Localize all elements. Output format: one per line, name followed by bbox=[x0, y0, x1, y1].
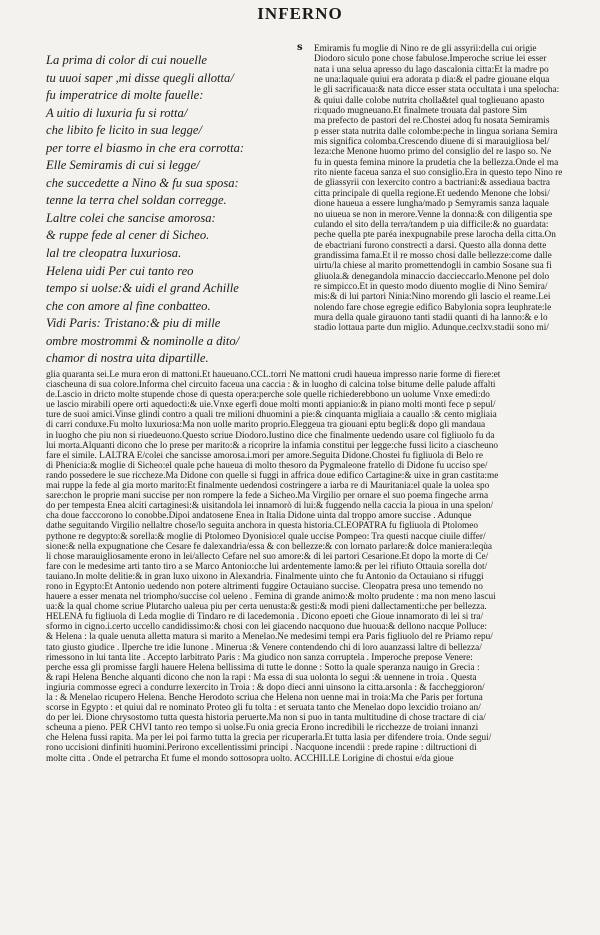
verse-line: Vidi Paris: Tristano:& piu di mille bbox=[46, 316, 221, 331]
verse-line: per torre el biasmo in che era corrotta: bbox=[46, 140, 245, 155]
commentary-line: ciascheuna di sua colore.Informa chel circuito faceua una caccia : & in luogho di calcina tolse bitume delle palude affalti bbox=[46, 380, 496, 391]
commentary-line: culando el sito della terra/tandem p uia difficile:& no guardata: bbox=[314, 219, 549, 230]
commentary-line: rimessono in lui tanta lite . Accepto larbitrato Paris : Ma giudico non sanza corruptela . Imperoche prepose Venere: bbox=[46, 652, 473, 663]
verse-line: tu uuoi saper ,mi disse quegli allotta/ bbox=[46, 70, 234, 85]
commentary-line: che Helena fussi rapita. Ma per lei poi farmo tutta la grecia per ricuperarla.Et tutta lasia per difendere troia. Onde segui/ bbox=[46, 733, 492, 744]
commentary-line: cha doue facccorono lo conobbe.Dipoi andatosene Enea in Italia Didone uinta dal troppo amore succise . Adunque bbox=[46, 511, 472, 522]
verse-line: tempo si uolse:& uidi el grand Achille bbox=[46, 281, 239, 296]
commentary-line: ue lascio mirabili opere orti aquedocti:& uie.Vnxe egerfi doue molti monti appianio:& in piano molti monti fece p sepul/ bbox=[46, 400, 496, 411]
commentary-line: sione:& nella expugnatione che Cesare fe dalexandria/essa & con bellezze:& con lornato parlare:& dolce maniera:leqùa bbox=[46, 541, 493, 552]
commentary-line: fare el simile. LALTRA E/colei che sancisse amorosa.i.mori per amore.Seguita Didone.Chostei fu figliuola di Belo re bbox=[46, 450, 484, 461]
commentary-line: Emiramis fu moglie di Nino re de gli assyrii:della cui origie bbox=[314, 44, 537, 54]
commentary-line: scheuna a pieno. PER CHVI tanto reo tempo si uolse.Fu onia grecia Erono incredibili le ricchezze de troiani innanzi bbox=[46, 723, 479, 734]
verse-line: Laltre colei che sancise amorosa: bbox=[46, 210, 216, 225]
commentary-line: sformo in cigno.i.certo uccello candidissimo:& chosi con lei giacendo nacquono due huoua:& dellono nacque Polluce: bbox=[46, 622, 487, 633]
verse-line: che succedette a Nino & fu sua sposa: bbox=[46, 175, 239, 190]
commentary-line: stadio lottaua parte dun miglio. Adunque.ceclxv.stadii sono mi/ bbox=[314, 323, 549, 334]
commentary-line: ua:& la qual chome scriue Plutarcho ualeua piu per certa uenusta:& gesti:& modi pieni dallectamenti:che per bellezza. bbox=[46, 602, 487, 613]
verse-line: chamor di nostra uita dipartille. bbox=[46, 351, 209, 366]
commentary-line: tauiano.In molte delitie:& in gran luxo uixono in Alexandria. Finalmente uinto che fu Antonio da Octauiano si rifuggi bbox=[46, 571, 484, 582]
commentary-line: molte citta . Onde el petrarcha Et fume el mondo sottosopra uolto. ACCHILLE Lorigine di chostui e/da gioue bbox=[46, 753, 454, 764]
commentary-line: leza:che Menone huomo primo del consiglio del re laspo so. Ne bbox=[314, 147, 552, 158]
verse-line: La prima di color di cui nouelle bbox=[46, 53, 207, 67]
commentary-line: rono uccisioni dinfiniti huomini.Perirono excellentissimi principi . Nacquone incendii : prede rapine : diltructioni di bbox=[46, 743, 477, 754]
commentary-line: ingiuria commosse egreci a condurre lexercito in Troia : & dopo dieci anni uinsono la citta.arsonla : & faccheggioron/ bbox=[46, 682, 485, 693]
commentary-line: perche essa gli promisse fargli hauere Helena bellissima di tutte le donne : Sotto la quale speranza nauigo in Grecia : bbox=[46, 662, 480, 673]
commentary-line: ture de suoi amici.Vinse glindi contro a quali tre milioni dhuomini a pie:& cinquanta migliaia a cauallo :& cento migliaia bbox=[46, 410, 497, 421]
commentary-line: mai ruppe la fede al gia morto marito:Et finalmente uedendosi costringere a iarba re di Mauritania:el quale la uolea spo bbox=[46, 481, 490, 492]
commentary-line: nata i una selua apresso du lago dascalonia citta:Et la madre po bbox=[314, 64, 549, 75]
commentary-line: mis:& di lui partori Ninia:Nino morendo gli lascio el reame.Lei bbox=[314, 292, 551, 303]
verse-line: fu imperatrice di molte fauelle: bbox=[46, 88, 204, 103]
commentary-line: nolendo fare chose egregie edifico Babylonia sopra leuphrate:le bbox=[314, 302, 552, 313]
commentary-line: scorse in Egypto : et quiui dal re nominato Proteo gli fu tolta : et seruata tanto che Menelao dopo lexcidio troiano an/ bbox=[46, 703, 481, 714]
commentary-line: de gliassyrii con lexercito contro a bactriani:& assediaua bactra bbox=[314, 178, 550, 189]
commentary-line: sare:chon le proprie mani succise per non rompere la fede a Sicheo.Ma Virgilio per ornare el suo poema fingeche arrna bbox=[46, 491, 489, 502]
commentary-line: ma prefecto de pastori del re.Chostei adoq fu nosata Semiramis bbox=[314, 116, 550, 127]
commentary-line: in luogho che piu non si riuedeuono.Questo scriue Diodoro.Iustino dice che finalmente uedendo usare col figliuolo fu da bbox=[46, 430, 495, 441]
commentary-line: do per lei. Dione chrysostomo tutta questa historia peruerte.Ma non si puo in tanta multitudine di chose tractare di cia/ bbox=[46, 713, 486, 724]
verse-line: che con amore al fine conbatteo. bbox=[46, 298, 211, 313]
verse-line: A uitio di luxuria fu si rotta/ bbox=[46, 105, 188, 120]
commentary-line: le gli sacrificaua:& nata dicce esser stata occultata i una spelocha: bbox=[314, 85, 560, 96]
commentary-line: rito niente faceua sanza el suo consiglio.Era in questo tepo Nino re bbox=[314, 168, 563, 179]
commentary-line: hauere a esser menata nel triompho/succise col ueleno . Femina di grande animo:& molto prudente : ma non meno lascui bbox=[46, 592, 496, 603]
commentary-right-column bbox=[314, 44, 598, 334]
commentary-line: & rapi Helena Benche alquanti dicono che non la rapi : Ma essa di sua uolonta lo segui :& uennene in troia . Questa bbox=[46, 672, 477, 683]
commentary-line: di carri conduxe.Fu molto luxuriosa:Ma non uolle marito proprio.Eleggeua tra giouani eptu begli:& dopo gli mandaua bbox=[46, 420, 486, 431]
commentary-line: HELENA fu figliuola di Leda moglie di Tindaro re di lacedemonia . Dicono epoeti che Gioue innamorato di lei si tra/ bbox=[46, 612, 484, 623]
commentary-line: fu in questa femina minore la prudetia che la bellezza.Onde el ma bbox=[314, 157, 559, 168]
commentary-line: & Helena : la quale uenuta alletta matura si marito a Menelao.Ne medesimi tempi era Paris figliuolo del re Priamo repu/ bbox=[46, 632, 493, 643]
commentary-line: dathe seguitando Virgilio nellaltre chose/lo seguita anchora in questa historia.CLEOPATRA fu figliuola di Ptolomeo bbox=[46, 521, 479, 532]
verse-line: Elle Semiramis di cui si legge/ bbox=[46, 158, 200, 173]
commentary-line: grandissima fama.Et il re mosso chosi dalle bellezze:come dalle bbox=[314, 250, 552, 261]
verse-column bbox=[46, 52, 301, 368]
verse-line: Helena uidi Per cui tanto reo bbox=[46, 263, 194, 278]
commentary-line: re simpicco.Et in questo modo diuento moglie di Nino Semira/ bbox=[314, 281, 548, 292]
verse-line: ombre mostrommi & nominolle a dito/ bbox=[46, 333, 240, 348]
commentary-line: de ebactriani furono constrecti a darsi. Questo alla donna dette bbox=[314, 240, 547, 251]
commentary-line: fare con le medesime arti tanto tiro a se Marco Antonio:che lui ardentemente lamo:& per lei rifiuto Ottauia sorella dot/ bbox=[46, 561, 488, 572]
commentary-line: gliuola.& denegandola minaccio daccieccarlo.Menone pel dolo bbox=[314, 271, 550, 282]
commentary-line: no uiueua se non in merore.Venne la donna:& con diligentia spe bbox=[314, 209, 553, 220]
commentary-line: glia quaranta sei.Le mura eron di mattoni.Et haueuano.CCL.torri Ne mattoni crudi haueua impresso narie forme di fiere:et bbox=[46, 370, 501, 380]
commentary-line: lui morta.Alquanti dicono che lo prese per marito:& a ricoprire la infamia constitui per legge:che fussi licito a ciascheuno bbox=[46, 440, 499, 451]
page-header: INFERNO bbox=[257, 4, 343, 23]
verse-line: & ruppe fede al cener di Sicheo. bbox=[46, 228, 210, 243]
commentary-line: dione haueua a essere lungha/mado p Semyramis sanza laquale bbox=[314, 199, 549, 210]
commentary-line: rando possedere le sue riccheze.Ma Didone con quelle si fuggi in affrica doue edifico Cartagine:& uixe in gran castita:me bbox=[46, 470, 499, 481]
commentary-line: citta principale di quella regione.Et uedendo Menone che lobsi/ bbox=[314, 188, 550, 199]
commentary-line: do per tempesta Enea alciti cartaginesi:& uisitandola lei innamorò di lui:& fuggendo nella caccia la pioua in una spelon/ bbox=[46, 501, 494, 512]
commentary-line: p esser stata nutrita dalle colombe:peche in lingua soriana Semira bbox=[314, 126, 558, 137]
signature-mark: s bbox=[297, 42, 303, 53]
verse-line: che libito fe licito in sua legge/ bbox=[46, 123, 202, 138]
commentary-line: pythone re degypto:& sorella:& moglie di Ptolomeo Dyonisio:el quale uccise Pompeo: Tra questi nacque ciuile differ/ bbox=[46, 531, 486, 542]
commentary-line: mis significa colomba.Crescendo diuene di si marauigliosa bel/ bbox=[314, 137, 550, 148]
commentary-line: ri:quado mugneuano.Et finalmete trouata dal pastore Sim bbox=[314, 106, 527, 117]
commentary-line: ne una:laquale quiui era adorata p dia:& el padre giouane elqua bbox=[314, 75, 550, 86]
commentary-line: rono in Egypto:Et Antonio uedendo non potere altrimenti fuggire Octauiano succise. Cleopatra presa uno temendo no bbox=[46, 581, 483, 592]
commentary-line: & quiui dalle colobe nutrita cholla&tel qual toglieuano apasto bbox=[314, 95, 545, 106]
verse-line: tenne la terra chel soldan corregge. bbox=[46, 193, 227, 208]
commentary-line: de.Lascio in dricto molte stupende chose di questa opera:perche sole quelle richiederebbono un uolume Vnxe emedi:do bbox=[46, 390, 490, 401]
commentary-line: uirtu/la chiese al marito promettendogli in cambio Sosane sua fi bbox=[314, 261, 552, 272]
commentary-line: tato giusto giudice . Ilperche tre idie Iunone . Minerua :& Venere contendendo chi di loro auanzassi laltre di bellezza/ bbox=[46, 642, 482, 653]
commentary-line: peche quella pte paréa inexpugnabile prese larocha della citta.On bbox=[314, 230, 556, 241]
commentary-line: li chose marauigliosamente erono in lei/allecto Cefare nel suo amore:& di lei partori Cesarione.Et dopo la morte di Ce/ bbox=[46, 551, 489, 562]
commentary-line: di Phenicia:& moglie di Sicheo:el quale pche haueua di molto thesoro da Pygmaleone fratello di Didone fu ucciso spe/ bbox=[46, 460, 488, 471]
commentary-full-width bbox=[46, 370, 598, 764]
commentary-line: Diodoro siculo pone chose fabulose.Imperoche scriue lei esser bbox=[314, 54, 547, 65]
commentary-line: la : & Menelao ricupero Helena. Benche Herodoto scriua che Helena non uenne mai in troia:Ma che Paris per fortuna bbox=[46, 693, 483, 703]
commentary-line: mura della quale girauono tanti stadii quanti di ha lanno:& e lo bbox=[314, 312, 548, 323]
verse-line: lal tre cleopatra luxuriosa. bbox=[46, 246, 182, 261]
